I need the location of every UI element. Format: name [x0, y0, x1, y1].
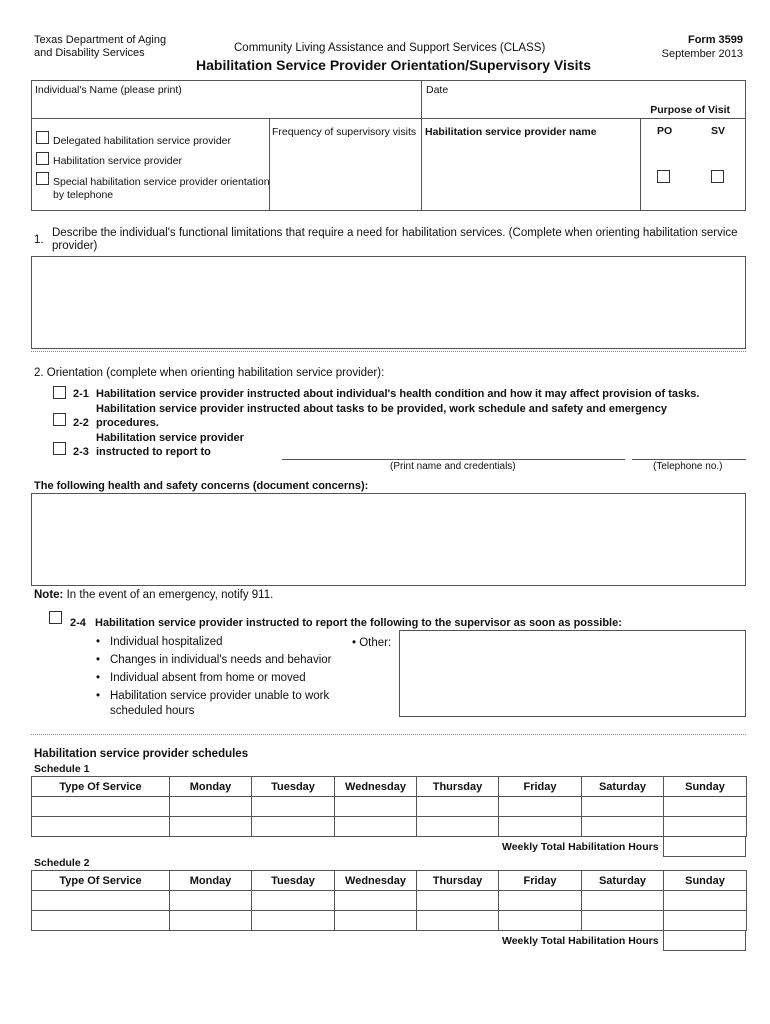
- section1-number: 1.: [34, 234, 44, 246]
- schedule1-weekly-total-label: Weekly Total Habilitation Hours: [502, 841, 659, 853]
- agency-line-2: and Disability Services: [34, 47, 145, 59]
- list-item: • Habilitation service provider unable to work: [96, 687, 332, 705]
- habilitation-provider-label: Habilitation service provider: [53, 155, 182, 167]
- table-row: [32, 891, 747, 911]
- table-cell[interactable]: [664, 891, 747, 911]
- table-cell[interactable]: [417, 817, 499, 837]
- item-2-2-text-line2: procedures.: [96, 417, 159, 429]
- form-number: Form 3599: [687, 34, 743, 46]
- col-tuesday: Tuesday: [252, 777, 335, 797]
- table-row: [32, 911, 747, 931]
- schedule1-label: Schedule 1: [34, 763, 90, 775]
- item-2-3-text-line1: Habilitation service provider: [96, 432, 244, 444]
- table-cell[interactable]: [417, 891, 499, 911]
- item-2-4-checkbox[interactable]: [49, 611, 62, 624]
- other-textarea[interactable]: [399, 630, 746, 717]
- table-cell[interactable]: [335, 891, 417, 911]
- table-header-row: [32, 777, 747, 797]
- report-items-list: [96, 633, 332, 705]
- frequency-label: Frequency of supervisory visits: [272, 126, 417, 138]
- frequency-field[interactable]: [270, 140, 420, 210]
- item-2-3-text-line2: instructed to report to: [96, 446, 211, 458]
- table-cell[interactable]: [170, 817, 252, 837]
- item-2-2-checkbox[interactable]: [53, 413, 66, 426]
- report-item-cont: scheduled hours: [110, 705, 195, 717]
- table-cell[interactable]: [335, 911, 417, 931]
- table-cell[interactable]: [170, 891, 252, 911]
- delegated-provider-checkbox[interactable]: [36, 131, 49, 144]
- purpose-of-visit-label: Purpose of Visit: [650, 104, 730, 116]
- schedule2-weekly-total-field[interactable]: [663, 930, 746, 951]
- col-monday: Monday: [170, 777, 252, 797]
- delegated-provider-label: Delegated habilitation service provider: [53, 135, 232, 147]
- special-orientation-checkbox[interactable]: [36, 172, 49, 185]
- health-safety-label: The following health and safety concerns (document concerns):: [34, 480, 369, 492]
- table-cell[interactable]: [582, 797, 664, 817]
- table-row: [32, 797, 747, 817]
- provider-name-label: Habilitation service provider name: [425, 126, 597, 138]
- table-cell[interactable]: [252, 911, 335, 931]
- col-sunday: Sunday: [664, 871, 747, 891]
- table-cell[interactable]: [417, 911, 499, 931]
- note-text: In the event of an emergency, notify 911.: [66, 589, 274, 601]
- table-cell[interactable]: [335, 797, 417, 817]
- date-label: Date: [426, 84, 449, 96]
- col-friday: Friday: [499, 777, 582, 797]
- functional-limitations-textarea[interactable]: [31, 256, 746, 349]
- table-row: [32, 817, 747, 837]
- form-date: September 2013: [661, 48, 743, 60]
- table-cell[interactable]: [252, 817, 335, 837]
- report-to-name-field[interactable]: [282, 459, 625, 460]
- note-label: Note:: [34, 589, 64, 601]
- po-label: PO: [657, 125, 673, 137]
- agency-line-1: Texas Department of Aging: [34, 34, 167, 46]
- section2-heading: 2. Orientation (complete when orienting habilitation service provider):: [34, 367, 385, 379]
- item-2-3-code: 2-3: [73, 446, 89, 458]
- table-cell[interactable]: [32, 797, 170, 817]
- col-type-of-service: Type Of Service: [32, 777, 170, 797]
- individual-name-label: Individual's Name (please print): [35, 84, 182, 96]
- col-saturday: Saturday: [582, 871, 664, 891]
- emergency-note: [34, 589, 273, 601]
- table-cell[interactable]: [335, 817, 417, 837]
- col-tuesday: Tuesday: [252, 871, 335, 891]
- col-thursday: Thursday: [417, 871, 499, 891]
- table-cell[interactable]: [32, 911, 170, 931]
- agency-name: [34, 34, 166, 60]
- col-friday: Friday: [499, 871, 582, 891]
- col-thursday: Thursday: [417, 777, 499, 797]
- health-safety-textarea[interactable]: [31, 493, 746, 586]
- item-2-1-code: 2-1: [73, 388, 89, 400]
- schedule1-table: [31, 776, 747, 837]
- print-name-caption: (Print name and credentials): [390, 461, 516, 472]
- item-2-4-code: 2-4: [70, 617, 86, 629]
- table-header-row: [32, 871, 747, 891]
- page-title: Habilitation Service Provider Orientation/Supervisory Visits: [196, 57, 591, 73]
- other-label: • Other:: [352, 637, 392, 649]
- col-type-of-service: Type Of Service: [32, 871, 170, 891]
- table-cell[interactable]: [170, 911, 252, 931]
- program-name: Community Living Assistance and Support Services (CLASS): [234, 42, 546, 54]
- table-cell[interactable]: [32, 891, 170, 911]
- section1-text: Describe the individual's functional limitations that require a need for habilitation services. (Complete when orienting habilitation service provider): [52, 227, 738, 252]
- col-sunday: Sunday: [664, 777, 747, 797]
- telephone-caption: (Telephone no.): [653, 461, 723, 472]
- table-cell[interactable]: [499, 817, 582, 837]
- habilitation-provider-checkbox[interactable]: [36, 152, 49, 165]
- item-2-2-text-line1: Habilitation service provider instructed about tasks to be provided, work schedule and safety and emergency: [96, 403, 667, 415]
- individual-name-field[interactable]: [32, 81, 420, 117]
- sv-checkbox[interactable]: [711, 170, 724, 183]
- table-cell[interactable]: [32, 817, 170, 837]
- table-cell[interactable]: [499, 911, 582, 931]
- schedule1-weekly-total-field[interactable]: [663, 836, 746, 857]
- col-monday: Monday: [170, 871, 252, 891]
- list-item: • Changes in individual's needs and behavior: [96, 651, 332, 669]
- table-cell[interactable]: [664, 911, 747, 931]
- col-saturday: Saturday: [582, 777, 664, 797]
- schedule2-label: Schedule 2: [34, 857, 90, 869]
- table-cell[interactable]: [664, 817, 747, 837]
- item-2-2-code: 2-2: [73, 417, 89, 429]
- table-cell[interactable]: [499, 797, 582, 817]
- report-to-telephone-field[interactable]: [632, 459, 746, 460]
- item-2-3-checkbox[interactable]: [53, 442, 66, 455]
- col-wednesday: Wednesday: [335, 777, 417, 797]
- table-cell[interactable]: [417, 797, 499, 817]
- schedules-heading: Habilitation service provider schedules: [34, 748, 249, 760]
- table-cell[interactable]: [582, 911, 664, 931]
- item-2-1-text: Habilitation service provider instructed about individual's health condition and how it may affect provision of tasks.: [96, 388, 700, 400]
- item-2-1-checkbox[interactable]: [53, 386, 66, 399]
- list-item: • Individual hospitalized: [96, 633, 332, 651]
- list-item: • Individual absent from home or moved: [96, 669, 332, 687]
- item-2-4-text: Habilitation service provider instructed to report the following to the supervisor as soon as possible:: [95, 617, 622, 629]
- provider-name-field[interactable]: [422, 140, 639, 210]
- table-cell[interactable]: [582, 891, 664, 911]
- table-cell[interactable]: [499, 891, 582, 911]
- special-orientation-label: Special habilitation service provider orientation: [53, 176, 270, 188]
- special-orientation-label-cont: by telephone: [53, 189, 114, 201]
- table-cell[interactable]: [582, 817, 664, 837]
- po-checkbox[interactable]: [657, 170, 670, 183]
- table-cell[interactable]: [252, 891, 335, 911]
- sv-label: SV: [711, 125, 726, 137]
- table-cell[interactable]: [252, 797, 335, 817]
- table-cell[interactable]: [664, 797, 747, 817]
- table-cell[interactable]: [170, 797, 252, 817]
- schedule2-table: [31, 870, 747, 931]
- schedule2-weekly-total-label: Weekly Total Habilitation Hours: [502, 935, 659, 947]
- col-wednesday: Wednesday: [335, 871, 417, 891]
